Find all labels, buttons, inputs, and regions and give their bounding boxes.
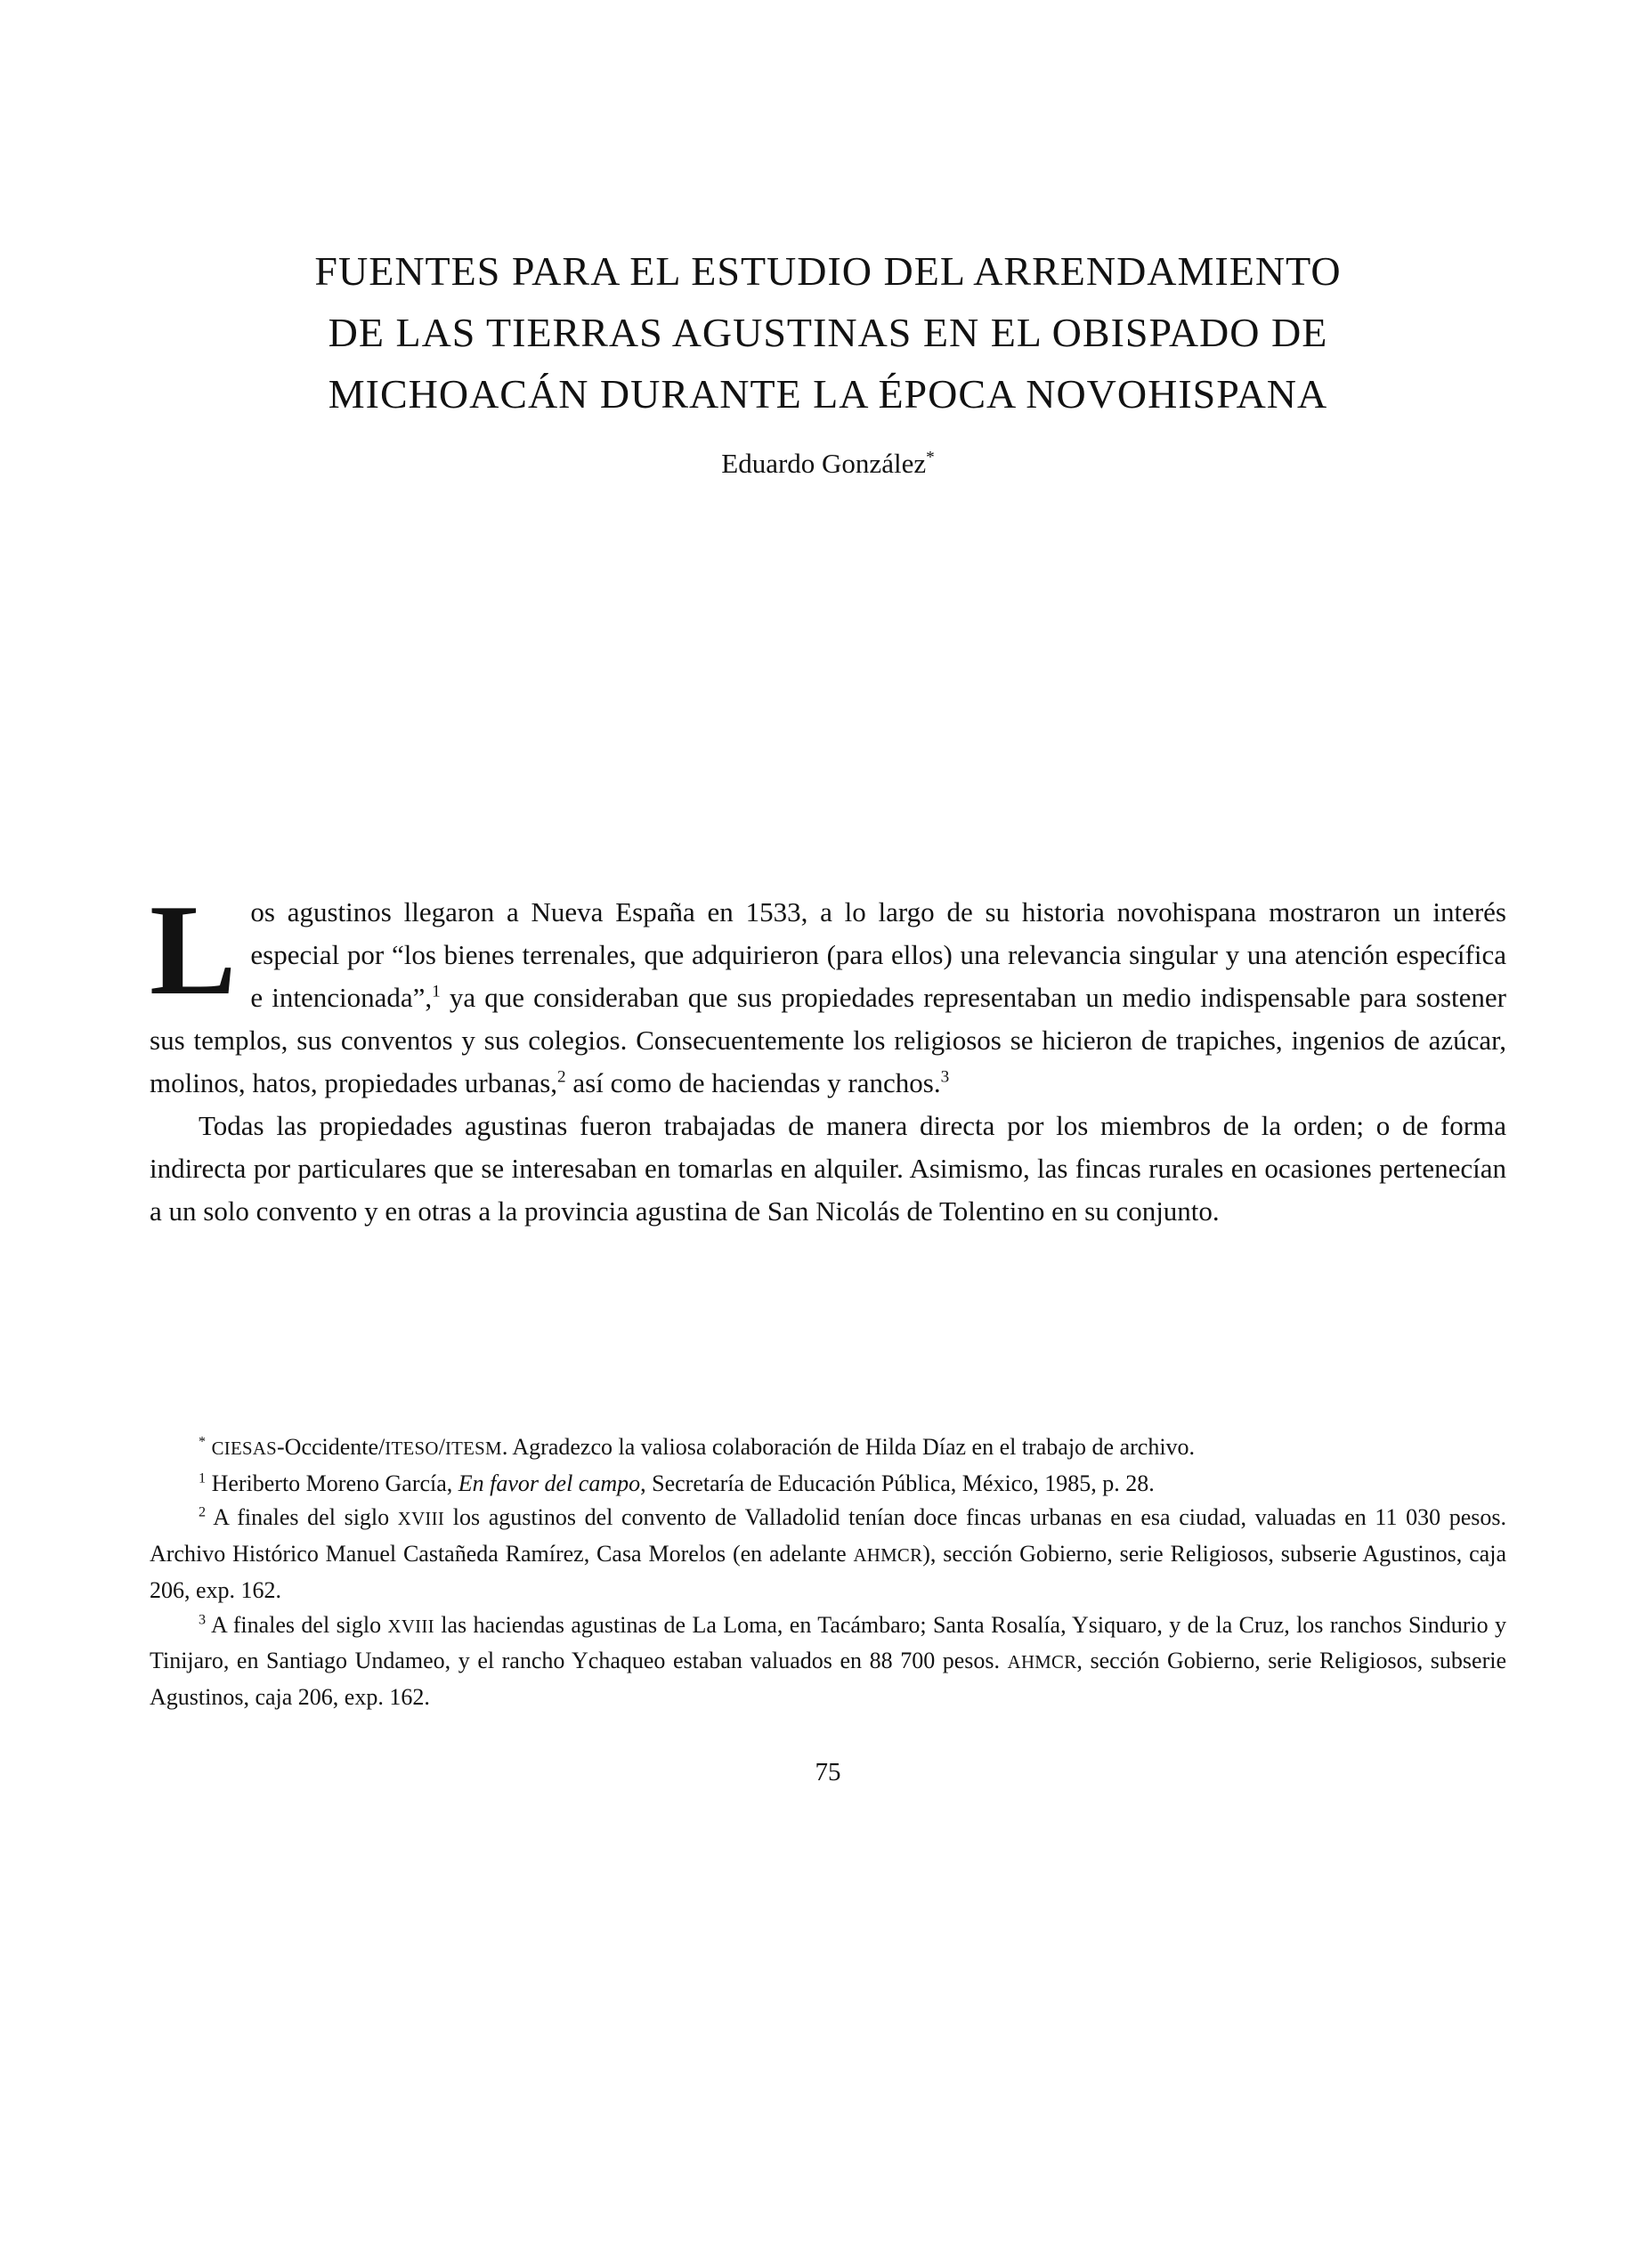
footnote-ref-3: 3 bbox=[940, 1067, 950, 1087]
footnote-1 bbox=[150, 1467, 1506, 1502]
author-line bbox=[150, 448, 1506, 480]
footnote-3-roman-numeral: XVIII bbox=[387, 1616, 434, 1637]
footnote-1-text-a: Heriberto Moreno García, bbox=[206, 1470, 458, 1496]
article-body bbox=[150, 878, 1506, 1233]
footnote-ref-2: 2 bbox=[557, 1067, 566, 1087]
author-name: Eduardo González bbox=[721, 448, 927, 479]
author-footnote-mark: * bbox=[926, 448, 935, 467]
paragraph-1-text-a: os agustinos llegaron a Nueva España en 1533, a lo largo de su historia novohispana mostraron un interés especial por “los bienes terrenales, que adquirieron (para ellos) una relevancia singular y una atención específica e intencionada”, bbox=[250, 896, 1506, 1013]
footnote-2-text-c: ), sección Gobierno, serie Religiosos, subserie Agustinos, caja 206, exp. 162. bbox=[150, 1541, 1506, 1603]
title-line-1: FUENTES PARA EL ESTUDIO DEL ARRENDAMIENTO bbox=[314, 248, 1342, 294]
paragraph-1-text-b: ya que consideraban que sus propiedades representaban un medio indispensable para sostener sus templos, sus conventos y sus colegios. Consecuentemente los religiosos se hicieron de trapiches, ingenios de azúcar, molinos, hatos, propiedades urbanas, bbox=[150, 982, 1506, 1098]
footnote-star bbox=[150, 1430, 1506, 1467]
footnote-star-marker: * bbox=[199, 1434, 207, 1450]
body-paragraph-1 bbox=[150, 878, 1506, 1105]
footnote-3-text-c: , sección Gobierno, serie Religiosos, subserie Agustinos, caja 206, exp. 162. bbox=[150, 1648, 1507, 1710]
footnote-star-text-c: . Agradezco la valiosa colaboración de Hilda Díaz en el trabajo de archivo. bbox=[501, 1434, 1196, 1460]
footnote-3 bbox=[150, 1608, 1506, 1715]
footnote-3-text-a: A finales del siglo bbox=[206, 1611, 388, 1638]
footnote-star-org-itesm: ITESM bbox=[444, 1438, 502, 1459]
footnote-3-archive-abbr: AHMCR bbox=[1007, 1652, 1077, 1673]
footnote-2-roman-numeral: XVIII bbox=[397, 1509, 445, 1530]
footnote-2-marker: 2 bbox=[199, 1504, 207, 1520]
footnote-2-archive-abbr: AHMCR bbox=[853, 1545, 923, 1567]
footnote-ref-1: 1 bbox=[432, 982, 441, 1001]
footnote-3-marker: 3 bbox=[199, 1611, 207, 1627]
footnote-star-text-a: -Occidente/ bbox=[277, 1434, 385, 1460]
footnote-2-text-a: A finales del siglo bbox=[206, 1504, 398, 1531]
footnote-3-text-b: las haciendas agustinas de La Loma, en Tacámbaro; Santa Rosalía, Ysiquaro, y de la Cruz, los ranchos Sindurio y Tinijaro, en Santiago Undameo, y el rancho Ychaqueo estaban valuados en 88 700 pesos. bbox=[150, 1611, 1506, 1674]
drop-cap: L bbox=[150, 878, 237, 1022]
page-number: 75 bbox=[815, 1757, 841, 1786]
footnote-1-marker: 1 bbox=[199, 1470, 207, 1486]
footnote-2-text-b: los agustinos del convento de Valladolid tenían doce fincas urbanas en esa ciudad, valuadas en 11 030 pesos. Archivo Histórico Manuel Castañeda Ramírez, Casa Morelos (en adelante bbox=[150, 1504, 1506, 1567]
footnote-1-book-title: En favor del campo bbox=[458, 1470, 641, 1496]
footnote-1-text-b: , Secretaría de Educación Pública, México, 1985, p. 28. bbox=[640, 1470, 1155, 1496]
footnote-star-org-ciesas: CIESAS bbox=[211, 1438, 278, 1459]
body-paragraph-2: Todas las propiedades agustinas fueron trabajadas de manera directa por los miembros de la orden; o de forma indirecta por particulares que se interesaban en tomarlas en alquiler. Asimismo, las fincas rurales en ocasiones pertenecían a un solo convento y en otras a la provincia agustina de San Nicolás de Tolentino en su conjunto. bbox=[150, 1110, 1506, 1227]
article-title bbox=[150, 240, 1506, 425]
title-line-3: MICHOACÁN DURANTE LA ÉPOCA NOVOHISPANA bbox=[328, 371, 1328, 417]
footnotes-block bbox=[150, 1430, 1506, 1715]
footnote-2 bbox=[150, 1501, 1506, 1608]
paragraph-1-text-c: así como de haciendas y ranchos. bbox=[565, 1067, 941, 1098]
footnote-star-org-iteso: ITESO bbox=[385, 1438, 439, 1459]
title-line-2: DE LAS TIERRAS AGUSTINAS EN EL OBISPADO DE bbox=[328, 310, 1328, 355]
footnote-star-text-b: / bbox=[438, 1434, 445, 1460]
